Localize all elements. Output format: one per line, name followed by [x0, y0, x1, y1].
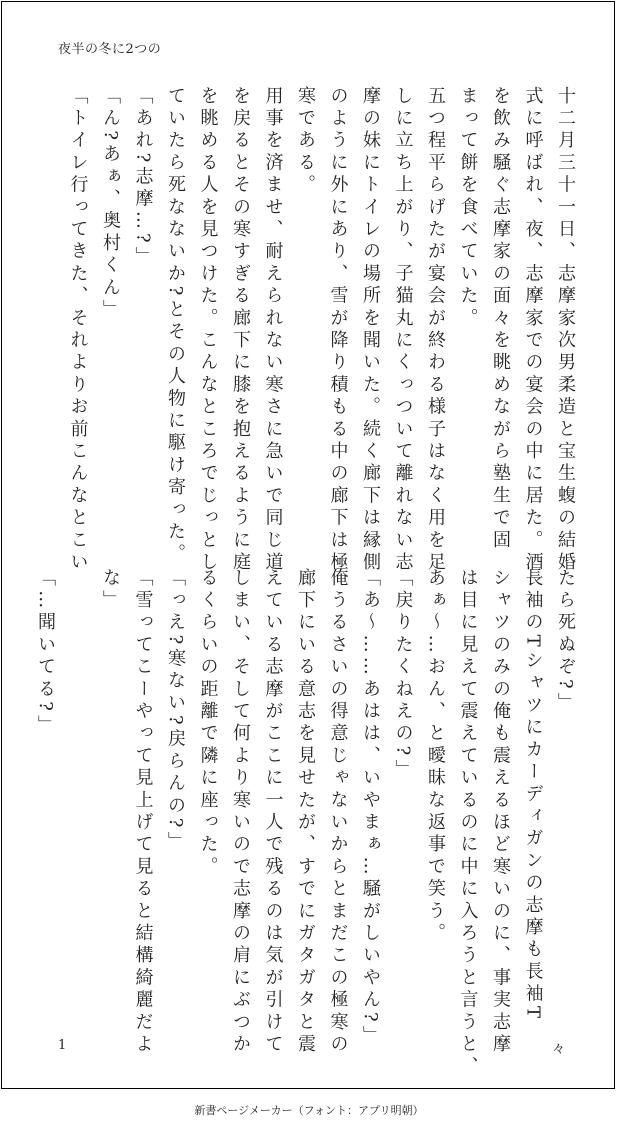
- text-column: 「雪ってこーやって見上げて見ると結構綺麗だよ: [132, 568, 154, 1057]
- page-frame: [1, 1, 615, 1089]
- text-block-bottom: [35, 568, 576, 1079]
- text-column: 「ん?あぁ、奥村くん」: [100, 86, 121, 322]
- text-column: たら死ぬぞ?」: [555, 568, 576, 716]
- text-column: 摩の妹にトイレの場所を聞いた。続く廊下は縁側: [360, 86, 381, 575]
- page-header-title: 夜半の冬に2つの: [58, 42, 162, 57]
- page-continuation-mark: 々: [552, 1042, 566, 1057]
- text-column: 五つ程平らげたが宴会が終わる様子はなく用を足: [425, 86, 446, 575]
- text-column: 廊下にいる意志を見せたが、すでにガタガタと震: [295, 568, 316, 1057]
- text-column: 十二月三十一日、志摩家次男柔造と宝生蝮の結婚: [555, 86, 576, 575]
- text-column: 寒である。: [295, 86, 316, 197]
- text-column: るくらいの距離で隣に座った。: [197, 568, 219, 879]
- text-column: あぁ～…おん、と曖昧な返事で笑う。: [425, 568, 446, 946]
- text-column: 「あれ?志摩…?」: [132, 86, 154, 270]
- footer-credit: 新書ページメーカー（フォント：アプリ明朝）: [194, 1104, 424, 1117]
- text-column: 用事を済ませ、耐えられない寒さに急いで同じ道: [262, 86, 284, 575]
- text-column: まって餅を食べていた。: [457, 86, 479, 331]
- text-column: シャツのみの俺も震えるほど寒いのに、事実志摩: [490, 568, 511, 1057]
- text-column: は目に見えて震えているのに中に入ろうと言うと、: [457, 568, 479, 1079]
- text-column: を戻るとその寒すぎる廊下に膝を抱えるように庭: [230, 86, 251, 575]
- text-column: 「戻りたくねえの?」: [392, 568, 414, 782]
- text-column: な」: [100, 568, 121, 613]
- text-column: 「っえ?寒ない?戻らんの?」: [165, 568, 186, 854]
- text-column: しに立ち上がり、子猫丸にくっついて離れない志: [392, 86, 414, 575]
- text-column: しまい、そして何より寒いので志摩の肩にぶつか: [230, 568, 251, 1057]
- text-column: 「トイレ行ってきた、それよりお前こんなとこい: [67, 86, 89, 575]
- text-column: 長袖のTシャツにカーディガンの志摩も長袖T: [522, 568, 544, 1023]
- text-column: ていたら死なないか?とその人物に駆け寄った。: [165, 86, 186, 567]
- text-column: 式に呼ばれ、夜、志摩家での宴会の中に居た。酒: [522, 86, 544, 575]
- text-column: のように外にあり、雪が降り積もる中の廊下は極: [327, 86, 349, 575]
- text-column: 俺うるさいの得意じゃないからとまだこの極寒の: [327, 568, 349, 1057]
- text-column: えている志摩がここに一人で残るのは気が引けて: [262, 568, 284, 1057]
- text-column: 「…聞いてる?」: [35, 568, 56, 738]
- text-column: を飲み騒ぐ志摩家の面々を眺めながら塾生で固: [490, 86, 511, 553]
- page-number: 1: [58, 1038, 67, 1053]
- text-column: を眺める人を見つけた。こんなところでじっとし: [197, 86, 219, 575]
- text-column: 「あ～……あはは、いやまぁ…騒がしいやん?」: [360, 568, 381, 1049]
- text-block-top: [54, 86, 576, 575]
